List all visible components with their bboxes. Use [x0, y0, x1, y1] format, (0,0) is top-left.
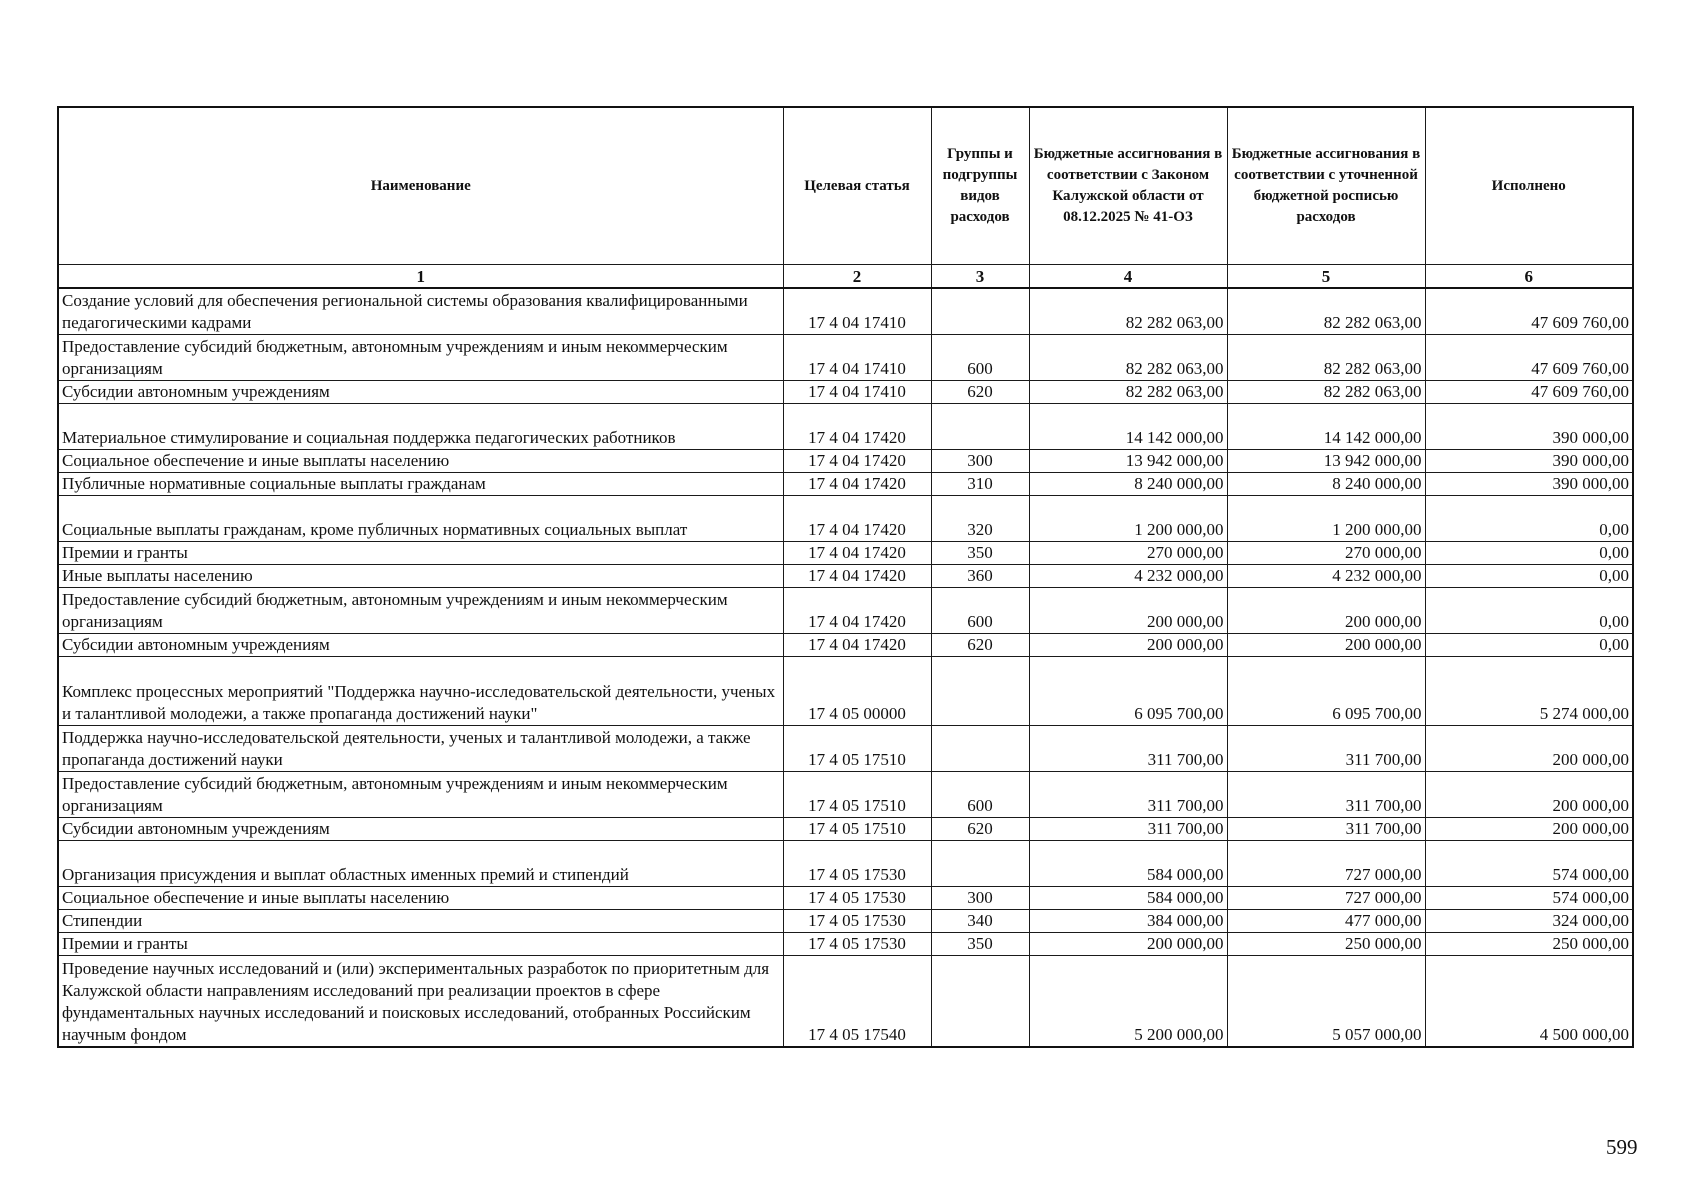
cell-revised: 4 232 000,00: [1227, 564, 1425, 587]
cell-law: 82 282 063,00: [1029, 288, 1227, 334]
header-name: Наименование: [58, 107, 783, 265]
cell-executed: 5 274 000,00: [1425, 656, 1633, 725]
cell-name: Стипендии: [58, 909, 783, 932]
cell-executed: 324 000,00: [1425, 909, 1633, 932]
table-row: [58, 886, 1633, 909]
cell-code: 17 4 05 17510: [783, 817, 931, 840]
cell-group: [931, 955, 1029, 1047]
cell-executed: 390 000,00: [1425, 403, 1633, 449]
cell-revised: 5 057 000,00: [1227, 955, 1425, 1047]
cell-group: 320: [931, 495, 1029, 541]
cell-executed: 0,00: [1425, 495, 1633, 541]
cell-law: 5 200 000,00: [1029, 955, 1227, 1047]
table-row: [58, 541, 1633, 564]
cell-code: 17 4 05 17510: [783, 725, 931, 771]
cell-revised: 6 095 700,00: [1227, 656, 1425, 725]
cell-revised: 8 240 000,00: [1227, 472, 1425, 495]
cell-code: 17 4 05 17530: [783, 840, 931, 886]
cell-executed: 0,00: [1425, 564, 1633, 587]
column-number: 3: [931, 265, 1029, 289]
cell-law: 82 282 063,00: [1029, 334, 1227, 380]
table-row: [58, 932, 1633, 955]
column-number-row: [58, 265, 1633, 289]
cell-name: Комплекс процессных мероприятий "Поддержка научно-исследовательской деятельности, ученых и талантливой молодежи, а также пропаганда достижений науки": [58, 656, 783, 725]
header-row: [58, 107, 1633, 265]
cell-group: 300: [931, 449, 1029, 472]
cell-revised: 82 282 063,00: [1227, 288, 1425, 334]
header-code: Целевая статья: [783, 107, 931, 265]
cell-law: 6 095 700,00: [1029, 656, 1227, 725]
cell-name: Социальное обеспечение и иные выплаты населению: [58, 449, 783, 472]
cell-law: 384 000,00: [1029, 909, 1227, 932]
cell-code: 17 4 04 17420: [783, 403, 931, 449]
cell-revised: 1 200 000,00: [1227, 495, 1425, 541]
cell-code: 17 4 05 00000: [783, 656, 931, 725]
table-row: [58, 472, 1633, 495]
column-number: 2: [783, 265, 931, 289]
cell-group: [931, 656, 1029, 725]
cell-group: 620: [931, 817, 1029, 840]
column-number: 4: [1029, 265, 1227, 289]
cell-name: Проведение научных исследований и (или) экспериментальных разработок по приоритетным для Калужской области направлениям исследований при реализации проектов в сфере фундаментальных научных исследований и поисковых исследований, отобранных Российским научным фондом: [58, 955, 783, 1047]
cell-executed: 47 609 760,00: [1425, 380, 1633, 403]
table-row: [58, 288, 1633, 334]
cell-executed: 47 609 760,00: [1425, 334, 1633, 380]
cell-law: 4 232 000,00: [1029, 564, 1227, 587]
table-row: [58, 840, 1633, 886]
cell-executed: 390 000,00: [1425, 472, 1633, 495]
cell-name: Субсидии автономным учреждениям: [58, 817, 783, 840]
cell-name: Премии и гранты: [58, 932, 783, 955]
cell-revised: 727 000,00: [1227, 886, 1425, 909]
table-row: [58, 564, 1633, 587]
cell-executed: 390 000,00: [1425, 449, 1633, 472]
cell-revised: 82 282 063,00: [1227, 334, 1425, 380]
cell-executed: 200 000,00: [1425, 725, 1633, 771]
cell-code: 17 4 04 17420: [783, 541, 931, 564]
cell-executed: 250 000,00: [1425, 932, 1633, 955]
cell-code: 17 4 05 17530: [783, 886, 931, 909]
cell-revised: 311 700,00: [1227, 771, 1425, 817]
cell-code: 17 4 05 17540: [783, 955, 931, 1047]
cell-law: 584 000,00: [1029, 840, 1227, 886]
header-executed: Исполнено: [1425, 107, 1633, 265]
cell-code: 17 4 04 17420: [783, 472, 931, 495]
cell-revised: 270 000,00: [1227, 541, 1425, 564]
cell-name: Материальное стимулирование и социальная поддержка педагогических работников: [58, 403, 783, 449]
cell-law: 584 000,00: [1029, 886, 1227, 909]
cell-code: 17 4 05 17530: [783, 909, 931, 932]
cell-name: Поддержка научно-исследовательской деятельности, ученых и талантливой молодежи, а также пропаганда достижений науки: [58, 725, 783, 771]
page-number: 599: [1606, 1135, 1638, 1159]
cell-group: 310: [931, 472, 1029, 495]
cell-code: 17 4 04 17410: [783, 334, 931, 380]
table-row: [58, 656, 1633, 725]
table-row: [58, 771, 1633, 817]
cell-group: 360: [931, 564, 1029, 587]
cell-group: 350: [931, 541, 1029, 564]
cell-revised: 200 000,00: [1227, 633, 1425, 656]
cell-name: Социальное обеспечение и иные выплаты населению: [58, 886, 783, 909]
cell-executed: 200 000,00: [1425, 771, 1633, 817]
cell-revised: 727 000,00: [1227, 840, 1425, 886]
table-row: [58, 334, 1633, 380]
column-number: 6: [1425, 265, 1633, 289]
cell-name: Предоставление субсидий бюджетным, автономным учреждениям и иным некоммерческим организациям: [58, 334, 783, 380]
header-group: Группы и подгруппы видов расходов: [931, 107, 1029, 265]
cell-code: 17 4 04 17410: [783, 380, 931, 403]
cell-code: 17 4 04 17420: [783, 449, 931, 472]
cell-revised: 200 000,00: [1227, 587, 1425, 633]
cell-group: 300: [931, 886, 1029, 909]
table-row: [58, 633, 1633, 656]
cell-group: 600: [931, 587, 1029, 633]
cell-name: Организация присуждения и выплат областных именных премий и стипендий: [58, 840, 783, 886]
cell-group: [931, 840, 1029, 886]
cell-name: Социальные выплаты гражданам, кроме публичных нормативных социальных выплат: [58, 495, 783, 541]
cell-law: 1 200 000,00: [1029, 495, 1227, 541]
column-number: 5: [1227, 265, 1425, 289]
cell-revised: 311 700,00: [1227, 817, 1425, 840]
cell-revised: 311 700,00: [1227, 725, 1425, 771]
cell-group: [931, 725, 1029, 771]
cell-group: 600: [931, 334, 1029, 380]
cell-group: [931, 288, 1029, 334]
cell-name: Субсидии автономным учреждениям: [58, 380, 783, 403]
cell-name: Создание условий для обеспечения региональной системы образования квалифицированными педагогическими кадрами: [58, 288, 783, 334]
table-row: [58, 380, 1633, 403]
cell-code: 17 4 04 17420: [783, 587, 931, 633]
cell-executed: 200 000,00: [1425, 817, 1633, 840]
cell-law: 8 240 000,00: [1029, 472, 1227, 495]
cell-code: 17 4 04 17420: [783, 564, 931, 587]
table-row: [58, 587, 1633, 633]
cell-code: 17 4 04 17420: [783, 495, 931, 541]
table-row: [58, 955, 1633, 1047]
cell-revised: 13 942 000,00: [1227, 449, 1425, 472]
cell-executed: 0,00: [1425, 541, 1633, 564]
cell-code: 17 4 04 17410: [783, 288, 931, 334]
header-revised: Бюджетные ассигнования в соответствии с уточненной бюджетной росписью расходов: [1227, 107, 1425, 265]
budget-table: [57, 106, 1634, 1048]
cell-name: Предоставление субсидий бюджетным, автономным учреждениям и иным некоммерческим организациям: [58, 771, 783, 817]
cell-executed: 0,00: [1425, 633, 1633, 656]
cell-group: 620: [931, 380, 1029, 403]
cell-code: 17 4 04 17420: [783, 633, 931, 656]
cell-name: Субсидии автономным учреждениям: [58, 633, 783, 656]
table-row: [58, 817, 1633, 840]
cell-revised: 250 000,00: [1227, 932, 1425, 955]
cell-executed: 0,00: [1425, 587, 1633, 633]
cell-group: 340: [931, 909, 1029, 932]
cell-code: 17 4 05 17510: [783, 771, 931, 817]
column-number: 1: [58, 265, 783, 289]
cell-revised: 477 000,00: [1227, 909, 1425, 932]
cell-group: 350: [931, 932, 1029, 955]
cell-name: Премии и гранты: [58, 541, 783, 564]
header-law: Бюджетные ассигнования в соответствии с Законом Калужской области от 08.12.2025 № 41-ОЗ: [1029, 107, 1227, 265]
cell-code: 17 4 05 17530: [783, 932, 931, 955]
table-row: [58, 725, 1633, 771]
cell-law: 14 142 000,00: [1029, 403, 1227, 449]
table-row: [58, 495, 1633, 541]
cell-revised: 14 142 000,00: [1227, 403, 1425, 449]
cell-law: 13 942 000,00: [1029, 449, 1227, 472]
cell-executed: 4 500 000,00: [1425, 955, 1633, 1047]
cell-law: 200 000,00: [1029, 633, 1227, 656]
table-row: [58, 909, 1633, 932]
cell-group: [931, 403, 1029, 449]
cell-law: 311 700,00: [1029, 771, 1227, 817]
table-row: [58, 403, 1633, 449]
cell-law: 200 000,00: [1029, 932, 1227, 955]
cell-name: Предоставление субсидий бюджетным, автономным учреждениям и иным некоммерческим организациям: [58, 587, 783, 633]
table-row: [58, 449, 1633, 472]
cell-law: 82 282 063,00: [1029, 380, 1227, 403]
cell-executed: 574 000,00: [1425, 886, 1633, 909]
cell-executed: 574 000,00: [1425, 840, 1633, 886]
cell-law: 311 700,00: [1029, 725, 1227, 771]
cell-group: 620: [931, 633, 1029, 656]
table-body: [58, 288, 1633, 1047]
cell-name: Публичные нормативные социальные выплаты гражданам: [58, 472, 783, 495]
cell-revised: 82 282 063,00: [1227, 380, 1425, 403]
cell-law: 311 700,00: [1029, 817, 1227, 840]
cell-executed: 47 609 760,00: [1425, 288, 1633, 334]
cell-law: 200 000,00: [1029, 587, 1227, 633]
budget-table-container: [57, 106, 1632, 1048]
cell-name: Иные выплаты населению: [58, 564, 783, 587]
cell-group: 600: [931, 771, 1029, 817]
cell-law: 270 000,00: [1029, 541, 1227, 564]
